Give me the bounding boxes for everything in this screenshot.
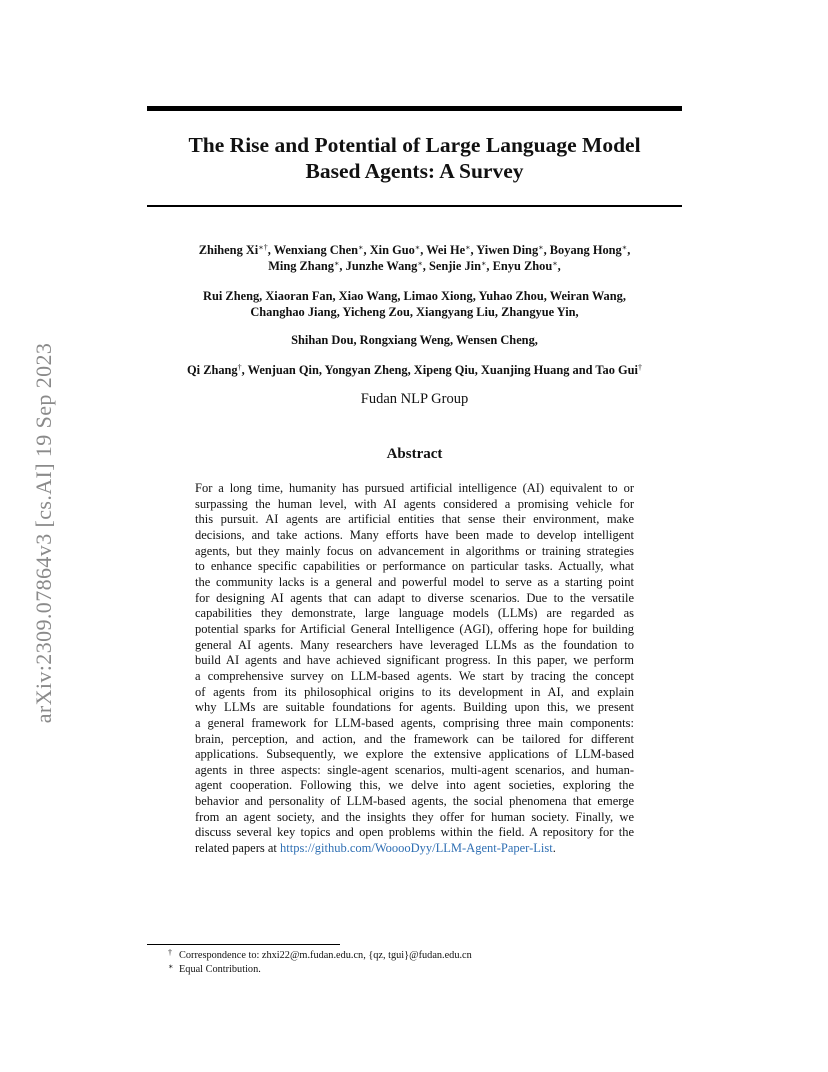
author-mark: † — [237, 363, 242, 372]
author-sep: , — [420, 243, 427, 257]
arxiv-stamp — [24, 296, 64, 770]
author-sep: , — [557, 259, 561, 273]
footnote-mark: ∗ — [168, 962, 174, 971]
author-line — [147, 242, 682, 258]
abstract-line: from an agent society, and the insights they offer for human society. Finally, we — [195, 809, 634, 824]
abstract-line: to enhance specific capabilities or performance on particular tasks. Actually, what — [195, 559, 634, 574]
title-top-rule — [147, 106, 682, 111]
author-mark: ∗ — [552, 259, 558, 268]
author-mark: † — [637, 363, 642, 372]
author-name: Ming Zhang — [268, 259, 334, 273]
author-name: Wei He — [426, 243, 466, 257]
footnotes — [168, 949, 472, 977]
author-group-2 — [147, 288, 682, 320]
author-name: Senjie Jin — [429, 259, 481, 273]
repository-link[interactable]: https://github.com/WooooDyy/LLM-Agent-Paper-List — [280, 841, 553, 856]
author-mark: ∗ — [480, 259, 487, 268]
abstract-line: a general framework for LLM-based agents, comprising three main components: — [195, 715, 634, 730]
abstract-line: discuss several key topics and open problems within the field. A repository for the — [195, 825, 634, 840]
footnote-mark: † — [168, 948, 172, 957]
author-name: Junzhe Wang — [345, 259, 418, 273]
abstract-line: for designing AI agents that can adapt to diverse scenarios. Due to the versatile — [195, 590, 634, 605]
abstract-last-suffix: . — [552, 841, 556, 856]
footnote-equal-contribution — [168, 963, 472, 977]
author-line: Shihan Dou, Rongxiang Weng, Wensen Cheng, — [291, 333, 538, 347]
abstract-line: behavior and personality of LLM-based agents, the social phenomena that emerge — [195, 794, 634, 809]
abstract-last-line — [195, 841, 634, 857]
author-sep: , — [267, 243, 274, 257]
author-sep: , — [363, 243, 370, 257]
author-name: Wenxiang Chen — [273, 243, 359, 257]
abstract-line: applications. Subsequently, we explore the extensive applications of LLM-based — [195, 747, 634, 762]
abstract-line: this pursuit. AI agents are artificial entities that sense their environment, make — [195, 512, 634, 527]
author-mark: ∗ — [333, 259, 340, 268]
author-sep: , — [422, 259, 429, 273]
author-group-1 — [147, 242, 682, 274]
title-line-2: Based Agents: A Survey — [305, 159, 524, 183]
author-mark: ∗† — [258, 243, 268, 252]
title-line-1: The Rise and Potential of Large Language Model — [188, 133, 641, 157]
author-name: Wenjuan Qin, Yongyan Zheng, Xipeng Qiu, Xuanjing Huang and Tao Gui — [247, 363, 638, 377]
abstract-line: agent cooperation. Following this, we delve into agent societies, exploring the — [195, 778, 634, 793]
abstract-line: For a long time, humanity has pursued artificial intelligence (AI) equivalent to or — [195, 481, 634, 495]
author-sep: , — [627, 243, 631, 257]
author-name: Xin Guo — [369, 243, 415, 257]
author-name: Boyang Hong — [549, 243, 622, 257]
author-line: Rui Zheng, Xiaoran Fan, Xiao Wang, Limao Xiong, Yuhao Zhou, Weiran Wang, — [203, 289, 626, 303]
affiliation: Fudan NLP Group — [360, 391, 469, 407]
abstract-line: agents in three aspects: single-agent scenarios, multi-agent scenarios, and human- — [195, 762, 634, 777]
author-name: Zhiheng Xi — [198, 243, 259, 257]
abstract-line: build AI agents and have achieved significant progress. In this paper, we perform — [195, 653, 634, 668]
author-sep: , — [486, 259, 493, 273]
author-mark: ∗ — [465, 243, 471, 252]
title-bottom-rule — [147, 205, 682, 207]
author-sep: , — [339, 259, 346, 273]
footnote-text: Correspondence to: zhxi22@m.fudan.edu.cn, {qz, tgui}@fudan.edu.cn — [179, 950, 472, 961]
abstract-line: agents, but they mainly focus on advancement in algorithms or training strategies — [195, 543, 634, 558]
author-sep: , — [241, 363, 248, 377]
paper-title — [147, 132, 682, 184]
author-group-4 — [147, 362, 682, 378]
abstract-line: brain, perception, and action, and the framework can be tailored for different — [195, 731, 634, 746]
abstract-body — [195, 481, 634, 857]
abstract-line: capabilities they demonstrate, large language models (LLMs) are regarded as — [195, 606, 634, 621]
author-name: Yiwen Ding — [476, 243, 539, 257]
author-line — [147, 258, 682, 274]
abstract-line: why LLMs are suitable foundations for agents. Building upon this, we present — [195, 700, 634, 715]
author-sep: , — [470, 243, 477, 257]
abstract-line: a comprehensive survey on LLM-based agents. We start by tracing the concept — [195, 668, 634, 683]
footnote-text: Equal Contribution. — [179, 964, 261, 975]
abstract-line: general AI agents. Many researchers have leveraged LLMs as the foundation to — [195, 637, 634, 652]
author-sep: , — [543, 243, 550, 257]
abstract-line: decisions, and take actions. Many efforts have been made to develop intelligent — [195, 527, 634, 542]
footnote-rule — [147, 944, 340, 945]
arxiv-stamp-text: arXiv:2309.07864v3 [cs.AI] 19 Sep 2023 — [31, 342, 56, 724]
author-name: Qi Zhang — [187, 363, 238, 377]
author-name: Enyu Zhou — [492, 259, 553, 273]
author-mark: ∗ — [358, 243, 364, 252]
author-mark: ∗ — [621, 243, 628, 252]
author-group-3 — [147, 332, 682, 348]
author-line — [147, 362, 682, 378]
author-line: Changhao Jiang, Yicheng Zou, Xiangyang Liu, Zhangyue Yin, — [250, 305, 579, 319]
footnote-correspondence — [168, 949, 472, 963]
abstract-line: of agents from its philosophical origins to its development in AI, and explain — [195, 684, 634, 699]
author-mark: ∗ — [417, 259, 423, 268]
author-mark: ∗ — [538, 243, 544, 252]
abstract-heading: Abstract — [386, 446, 443, 462]
abstract-line: surpassing the human level, with AI agents considered a promising vehicle for — [195, 496, 634, 511]
author-mark: ∗ — [414, 243, 421, 252]
abstract-line: potential sparks for Artificial General Intelligence (AGI), offering hope for building — [195, 621, 634, 636]
abstract-last-prefix: related papers at — [195, 841, 281, 856]
abstract-line: the community lacks is a general and powerful model to serve as a starting point — [195, 574, 634, 589]
